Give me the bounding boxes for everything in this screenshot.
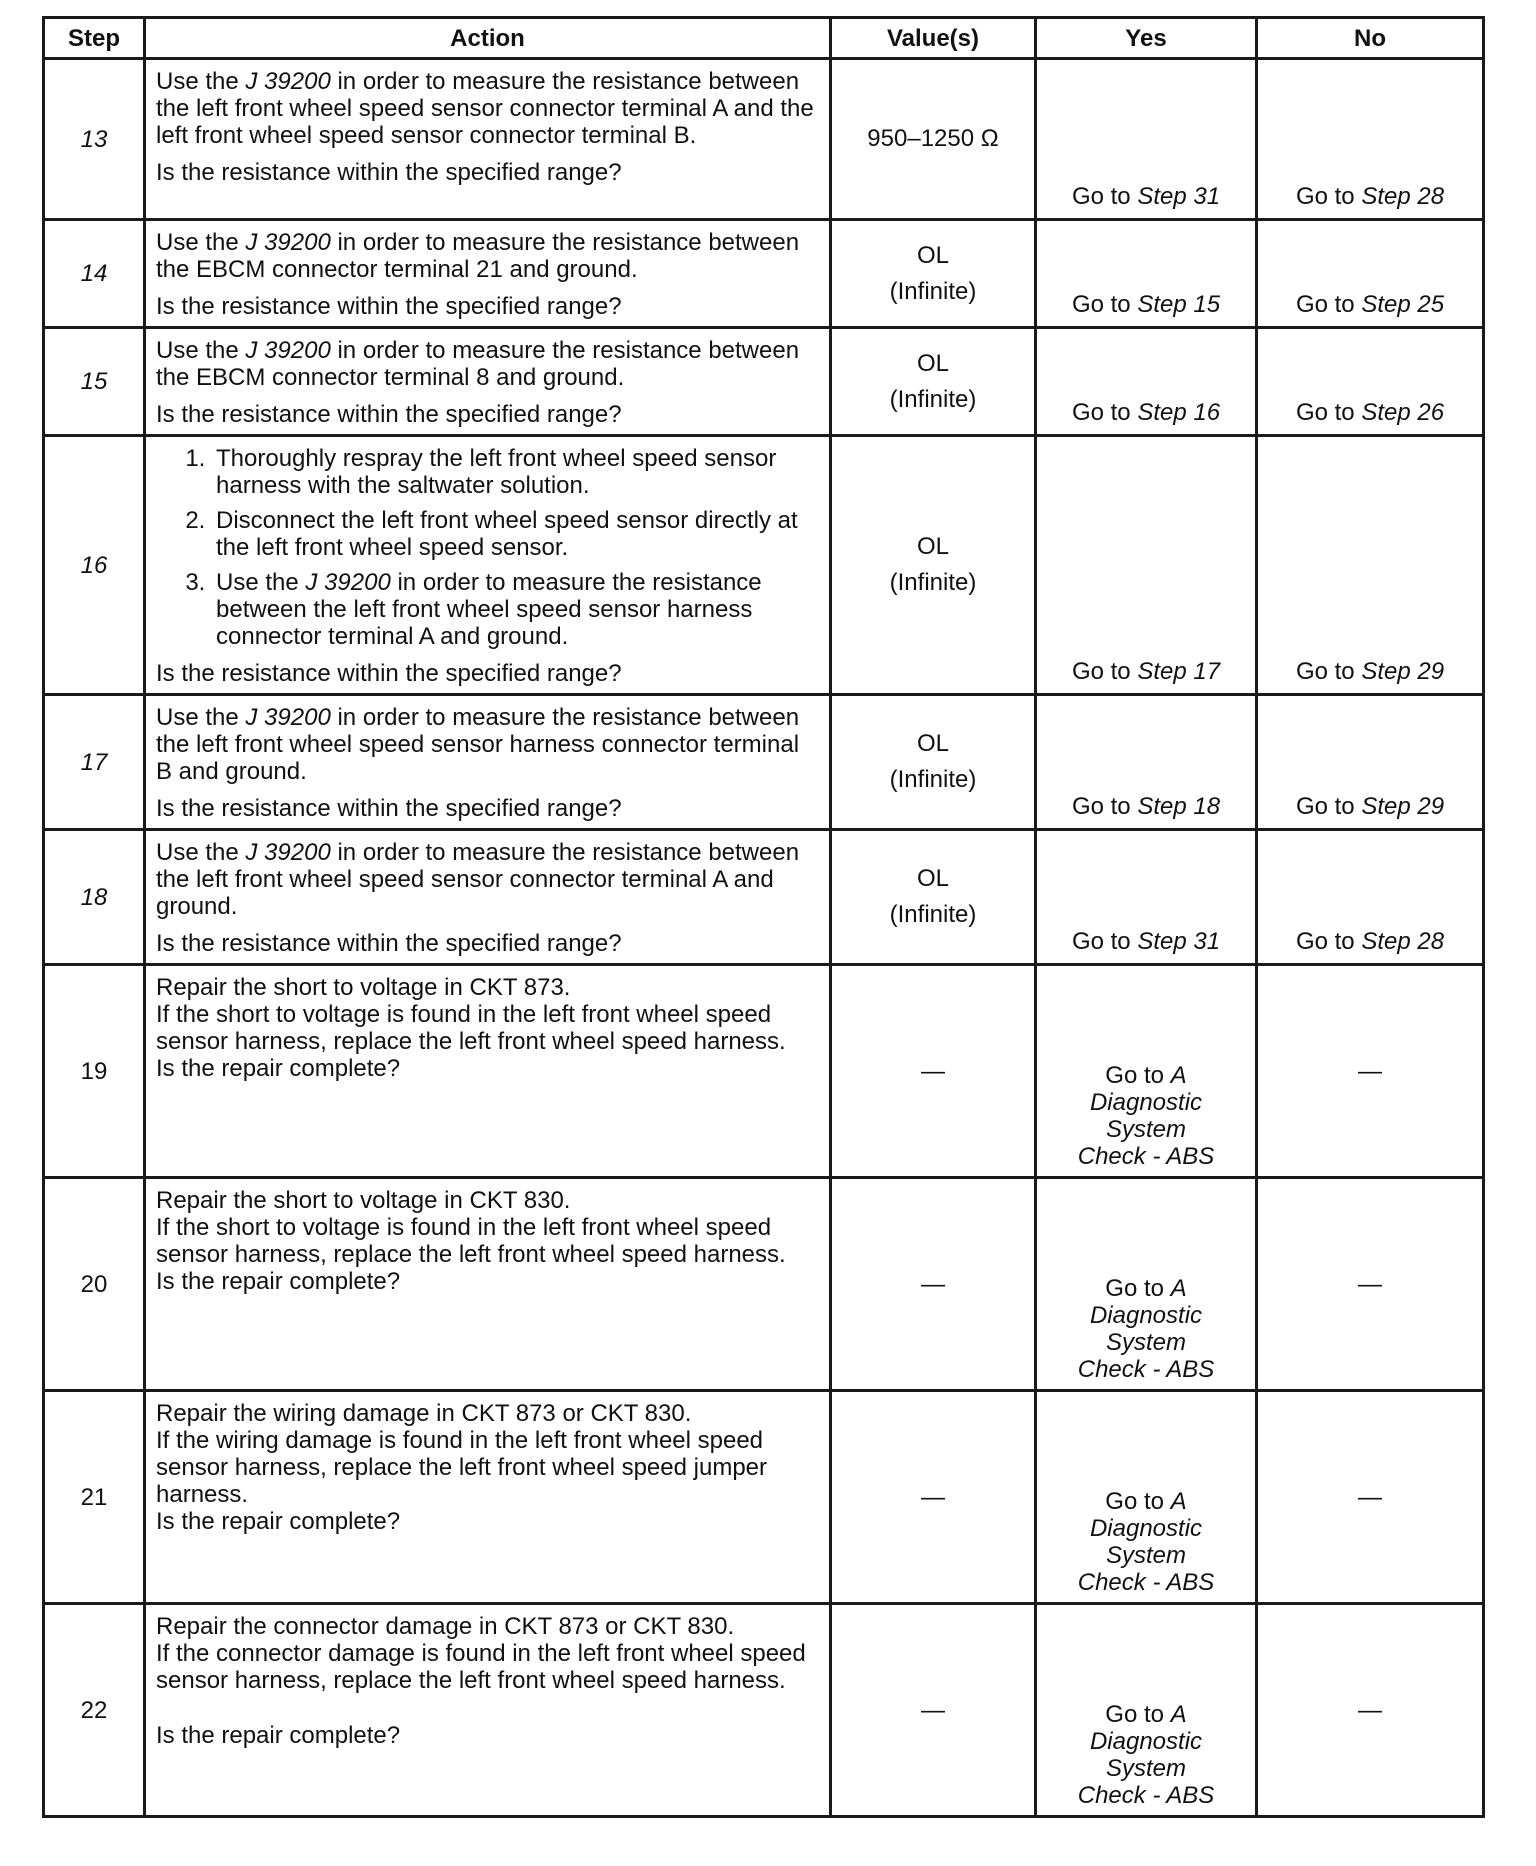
yes-cell: Go to Step 16 (1036, 328, 1257, 436)
no-cell: — (1257, 1391, 1484, 1604)
table-row (44, 830, 1484, 965)
action-question: Is the resistance within the specified range? (156, 293, 622, 320)
step-number: 16 (44, 436, 145, 695)
no-step-ref: Step 28 (1361, 183, 1445, 210)
no-step-ref: Step 26 (1361, 399, 1445, 426)
resistance-value: 950–1250 Ω (867, 125, 999, 152)
value-cell: OL (Infinite) (831, 830, 1036, 965)
action-text: Repair the connector damage in CKT 873 or CKT 830. (156, 1613, 735, 1640)
tool-name: J 39200 (245, 229, 331, 256)
action-text: If the short to voltage is found in the left front wheel speed sensor harness, replace the left front wheel speed harness. (156, 1001, 786, 1055)
no-cell: Go to Step 28 (1257, 59, 1484, 220)
action-cell (145, 436, 831, 695)
yes-step-ref: Step 18 (1137, 793, 1221, 820)
no-step-ref: Step 29 (1361, 793, 1445, 820)
action-cell (145, 1391, 831, 1604)
step-number: 21 (44, 1391, 145, 1604)
step-number: 18 (44, 830, 145, 965)
action-text: If the connector damage is found in the left front wheel speed sensor harness, replace the left front wheel speed harness. (156, 1640, 806, 1694)
table-row (44, 1178, 1484, 1391)
yes-cell: Go to Step 31 (1036, 59, 1257, 220)
action-text: Repair the wiring damage in CKT 873 or CKT 830. (156, 1400, 692, 1427)
action-cell (145, 220, 831, 328)
header-row (44, 18, 1484, 59)
action-question: Is the repair complete? (156, 1268, 401, 1295)
no-step-ref: Step 28 (1361, 928, 1445, 955)
action-cell (145, 1178, 831, 1391)
step-number: 19 (44, 965, 145, 1178)
no-cell: — (1257, 1178, 1484, 1391)
yes-cell: Go to Step 15 (1036, 220, 1257, 328)
yes-step-ref: Step 31 (1137, 183, 1221, 210)
yes-step-ref: Step 17 (1137, 658, 1221, 685)
header-action: Action (145, 18, 831, 59)
action-question: Is the resistance within the specified range? (156, 159, 622, 186)
yes-step-ref: Step 31 (1137, 928, 1221, 955)
action-cell (145, 830, 831, 965)
yes-cell: Go to Step 18 (1036, 695, 1257, 830)
step-number: 17 (44, 695, 145, 830)
yes-step-ref: Step 15 (1137, 291, 1221, 318)
list-item: 2. Disconnect the left front wheel speed sensor directly at the left front wheel speed sensor. (212, 507, 819, 561)
header-step: Step (44, 18, 145, 59)
yes-cell: Go to A Diagnostic System Check - ABS (1036, 1391, 1257, 1604)
tool-name: J 39200 (245, 68, 331, 95)
table-row (44, 59, 1484, 220)
action-text: Use the J 39200 in order to measure the resistance between the EBCM connector terminal 21 and ground. (156, 229, 800, 283)
action-text: If the short to voltage is found in the left front wheel speed sensor harness, replace the left front wheel speed harness. (156, 1214, 786, 1268)
list-item: 1. Thoroughly respray the left front wheel speed sensor harness with the saltwater solution. (212, 445, 819, 499)
action-cell (145, 1604, 831, 1817)
step-number: 13 (44, 59, 145, 220)
yes-step-ref: Step 16 (1137, 399, 1221, 426)
step-number: 20 (44, 1178, 145, 1391)
no-step-ref: Step 25 (1361, 291, 1445, 318)
action-question: Is the resistance within the specified range? (156, 660, 622, 687)
action-question: Is the resistance within the specified range? (156, 930, 622, 957)
no-step-ref: Step 29 (1361, 658, 1445, 685)
step-number: 15 (44, 328, 145, 436)
table-row (44, 1604, 1484, 1817)
list-item: 3. Use the J 39200 in order to measure the resistance between the left front wheel speed sensor harness connector terminal A and ground. (212, 569, 819, 650)
value-cell: — (831, 965, 1036, 1178)
tool-name: J 39200 (245, 704, 331, 731)
action-text: Use the J 39200 in order to measure the resistance between the left front wheel speed sensor harness connector terminal B and ground. (156, 704, 800, 785)
action-text: Use the J 39200 in order to measure the resistance between the left front wheel speed sensor connector terminal A and the left front wheel speed sensor connector terminal B. (156, 68, 814, 149)
numbered-list (156, 445, 819, 650)
table-row (44, 436, 1484, 695)
action-text: Use the J 39200 in order to measure the resistance between the left front wheel speed sensor connector terminal A and ground. (156, 839, 800, 920)
no-cell: Go to Step 25 (1257, 220, 1484, 328)
table-row (44, 328, 1484, 436)
header-values: Value(s) (831, 18, 1036, 59)
value-cell: OL (Infinite) (831, 695, 1036, 830)
diagnostic-table (42, 16, 1485, 1818)
tool-name: J 39200 (305, 569, 391, 596)
action-question: Is the repair complete? (156, 1508, 401, 1535)
action-cell (145, 965, 831, 1178)
yes-cell: Go to A Diagnostic System Check - ABS (1036, 1178, 1257, 1391)
tool-name: J 39200 (245, 839, 331, 866)
no-cell: Go to Step 29 (1257, 695, 1484, 830)
value-cell: OL (Infinite) (831, 436, 1036, 695)
action-question: Is the repair complete? (156, 1722, 401, 1749)
action-question: Is the repair complete? (156, 1055, 401, 1082)
no-cell: Go to Step 26 (1257, 328, 1484, 436)
value-cell: — (831, 1178, 1036, 1391)
no-cell: — (1257, 965, 1484, 1178)
value-cell: OL (Infinite) (831, 328, 1036, 436)
no-cell: Go to Step 28 (1257, 830, 1484, 965)
value-cell: — (831, 1391, 1036, 1604)
value-cell (831, 59, 1036, 220)
no-cell: Go to Step 29 (1257, 436, 1484, 695)
tool-name: J 39200 (245, 337, 331, 364)
value-cell: — (831, 1604, 1036, 1817)
table-row (44, 1391, 1484, 1604)
action-question: Is the resistance within the specified range? (156, 795, 622, 822)
table-row (44, 220, 1484, 328)
no-cell: — (1257, 1604, 1484, 1817)
value-cell: OL (Infinite) (831, 220, 1036, 328)
table-row (44, 965, 1484, 1178)
header-yes: Yes (1036, 18, 1257, 59)
action-question: Is the resistance within the specified range? (156, 401, 622, 428)
action-cell (145, 328, 831, 436)
action-cell (145, 59, 831, 220)
step-number: 22 (44, 1604, 145, 1817)
action-text: Repair the short to voltage in CKT 873. (156, 974, 571, 1001)
yes-cell: Go to Step 17 (1036, 436, 1257, 695)
action-text: If the wiring damage is found in the left front wheel speed sensor harness, replace the left front wheel speed jumper harness. (156, 1427, 768, 1508)
action-text: Repair the short to voltage in CKT 830. (156, 1187, 571, 1214)
yes-cell: Go to Step 31 (1036, 830, 1257, 965)
table-row (44, 695, 1484, 830)
action-text: Use the J 39200 in order to measure the resistance between the EBCM connector terminal 8 and ground. (156, 337, 800, 391)
header-no: No (1257, 18, 1484, 59)
yes-cell: Go to A Diagnostic System Check - ABS (1036, 1604, 1257, 1817)
yes-cell: Go to A Diagnostic System Check - ABS (1036, 965, 1257, 1178)
step-number: 14 (44, 220, 145, 328)
action-cell (145, 695, 831, 830)
